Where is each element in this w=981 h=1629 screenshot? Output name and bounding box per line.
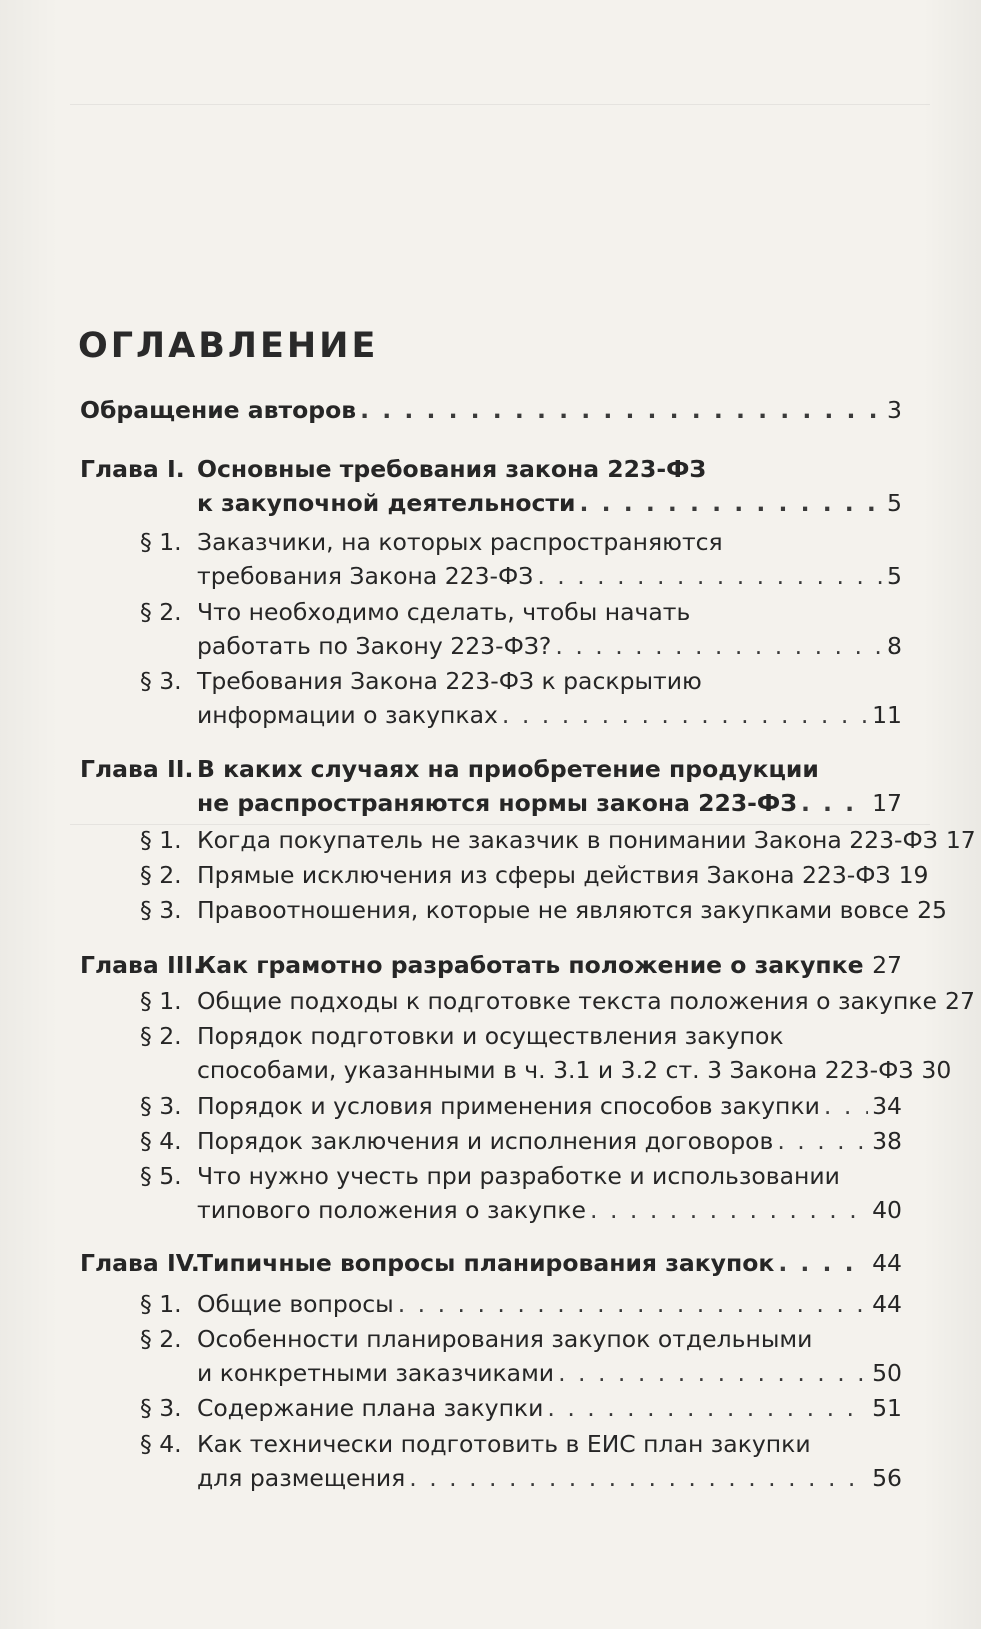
dot-leader	[409, 1461, 868, 1495]
dot-leader	[868, 948, 869, 982]
entry-title: Обращение авторов	[80, 396, 357, 424]
toc-entry-2-1[interactable]	[197, 823, 976, 857]
toc-entry-2-2[interactable]	[197, 858, 929, 892]
section-title-line: для размещения	[197, 1464, 406, 1492]
page-number: 51	[872, 1394, 902, 1422]
toc-entry-3-4[interactable]	[197, 1124, 902, 1158]
section-label: § 3.	[140, 896, 182, 924]
toc-title: ОГЛАВЛЕНИЕ	[78, 326, 379, 366]
section-label: § 2.	[140, 1325, 182, 1353]
chapter-label: Глава III.	[80, 951, 203, 979]
dot-leader	[590, 1193, 868, 1227]
dot-leader	[502, 698, 868, 732]
section-title-line: Прямые исключения из сферы действия Закона 223-ФЗ	[197, 861, 891, 889]
section-label: § 1.	[140, 1290, 182, 1318]
page-number: 40	[872, 1196, 902, 1224]
section-label: § 4.	[140, 1127, 182, 1155]
page-number: 25	[917, 896, 947, 924]
toc-entry-3-1[interactable]	[197, 984, 975, 1018]
chapter-title-line: Типичные вопросы планирования закупок	[197, 1249, 775, 1277]
toc-entry-chapter-1[interactable]	[197, 486, 902, 520]
page-number: 38	[872, 1127, 902, 1155]
toc-entry-4-3[interactable]	[197, 1391, 902, 1425]
section-title-line: работать по Закону 223-ФЗ?	[197, 632, 552, 660]
toc-entry-3-3[interactable]	[197, 1089, 902, 1123]
section-label: § 3.	[140, 667, 182, 695]
section-label: § 4.	[140, 1430, 182, 1458]
dot-leader	[801, 786, 868, 820]
dot-leader	[555, 629, 883, 663]
page-number: 17	[945, 826, 976, 854]
dot-leader	[558, 1356, 868, 1390]
dot-leader	[398, 1287, 868, 1321]
section-title-line: Общие подходы к подготовке текста положения о закупке	[197, 987, 937, 1015]
section-label: § 1.	[140, 826, 182, 854]
dot-leader	[778, 1246, 868, 1280]
toc-entry-1-2[interactable]	[197, 629, 902, 663]
toc-entry-2-3[interactable]	[197, 893, 947, 927]
toc-entry-intro[interactable]	[80, 393, 902, 427]
section-label: § 2.	[140, 861, 182, 889]
page-number: 56	[872, 1464, 902, 1492]
section-title-line: Порядок заключения и исполнения договоров	[197, 1127, 774, 1155]
section-title-line: Когда покупатель не заказчик в понимании Закона 223-ФЗ	[197, 826, 938, 854]
dot-leader	[360, 393, 883, 427]
page-number: 27	[945, 987, 975, 1015]
section-title-line: Порядок подготовки и осуществления закупок	[197, 1022, 784, 1050]
section-title-line: Требования Закона 223-ФЗ к раскрытию	[197, 667, 702, 695]
page-number: 27	[872, 951, 902, 979]
section-title-line: и конкретными заказчиками	[197, 1359, 555, 1387]
toc-entry-chapter-2[interactable]	[197, 786, 902, 820]
section-title-line: типового положения о закупке	[197, 1196, 587, 1224]
toc-entry-1-1[interactable]	[197, 559, 902, 593]
toc-entry-chapter-3[interactable]	[197, 948, 902, 982]
chapter-title-line: Как грамотно разработать положение о закупке	[197, 951, 864, 979]
section-title-line: Как технически подготовить в ЕИС план закупки	[197, 1430, 811, 1458]
bleed-through-rule	[70, 104, 930, 105]
section-title-line: Особенности планирования закупок отдельными	[197, 1325, 813, 1353]
section-title-line: Содержание плана закупки	[197, 1394, 544, 1422]
section-title-line: Что необходимо сделать, чтобы начать	[197, 598, 691, 626]
page-number: 44	[872, 1249, 902, 1277]
page-number: 34	[872, 1092, 902, 1120]
page-number: 17	[872, 789, 902, 817]
chapter-title-line: Основные требования закона 223-ФЗ	[197, 455, 707, 483]
section-title-line: информации о закупках	[197, 701, 498, 729]
page-number: 30	[921, 1056, 952, 1084]
page-number: 19	[898, 861, 929, 889]
page-number: 5	[887, 562, 902, 590]
chapter-title-line: не распространяются нормы закона 223-ФЗ	[197, 789, 797, 817]
section-title-line: Заказчики, на которых распространяются	[197, 528, 723, 556]
chapter-label: Глава II.	[80, 755, 194, 783]
page-number: 11	[872, 701, 902, 729]
dot-leader	[580, 486, 884, 520]
section-title-line: Правоотношения, которые не являются закупками вовсе	[197, 896, 910, 924]
dot-leader	[777, 1124, 868, 1158]
chapter-title-line: к закупочной деятельности	[197, 489, 576, 517]
toc-entry-4-1[interactable]	[197, 1287, 902, 1321]
chapter-title-line: В каких случаях на приобретение продукции	[197, 755, 819, 783]
page-number: 5	[887, 489, 902, 517]
section-label: § 3.	[140, 1092, 182, 1120]
section-title-line: Что нужно учесть при разработке и использовании	[197, 1162, 840, 1190]
page-number: 8	[887, 632, 902, 660]
section-title-line: требования Закона 223-ФЗ	[197, 562, 534, 590]
dot-leader	[547, 1391, 868, 1425]
section-label: § 1.	[140, 528, 182, 556]
section-label: § 5.	[140, 1162, 182, 1190]
toc-entry-3-5[interactable]	[197, 1193, 902, 1227]
chapter-label: Глава IV.	[80, 1249, 200, 1277]
toc-entry-chapter-4[interactable]	[197, 1246, 902, 1280]
section-title-line: Порядок и условия применения способов закупки	[197, 1092, 820, 1120]
section-title-line: Общие вопросы	[197, 1290, 394, 1318]
toc-entry-3-2[interactable]	[197, 1053, 952, 1087]
chapter-label: Глава I.	[80, 455, 185, 483]
section-label: § 1.	[140, 987, 182, 1015]
toc-entry-1-3[interactable]	[197, 698, 902, 732]
toc-entry-4-4[interactable]	[197, 1461, 902, 1495]
section-label: § 2.	[140, 1022, 182, 1050]
toc-entry-4-2[interactable]	[197, 1356, 902, 1390]
section-title-line: способами, указанными в ч. 3.1 и 3.2 ст. 3 Закона 223-ФЗ	[197, 1056, 914, 1084]
section-label: § 2.	[140, 598, 182, 626]
page-number: 44	[872, 1290, 902, 1318]
dot-leader	[537, 559, 883, 593]
dot-leader	[824, 1089, 868, 1123]
section-label: § 3.	[140, 1394, 182, 1422]
page-number: 50	[872, 1359, 902, 1387]
page-number: 3	[887, 396, 902, 424]
